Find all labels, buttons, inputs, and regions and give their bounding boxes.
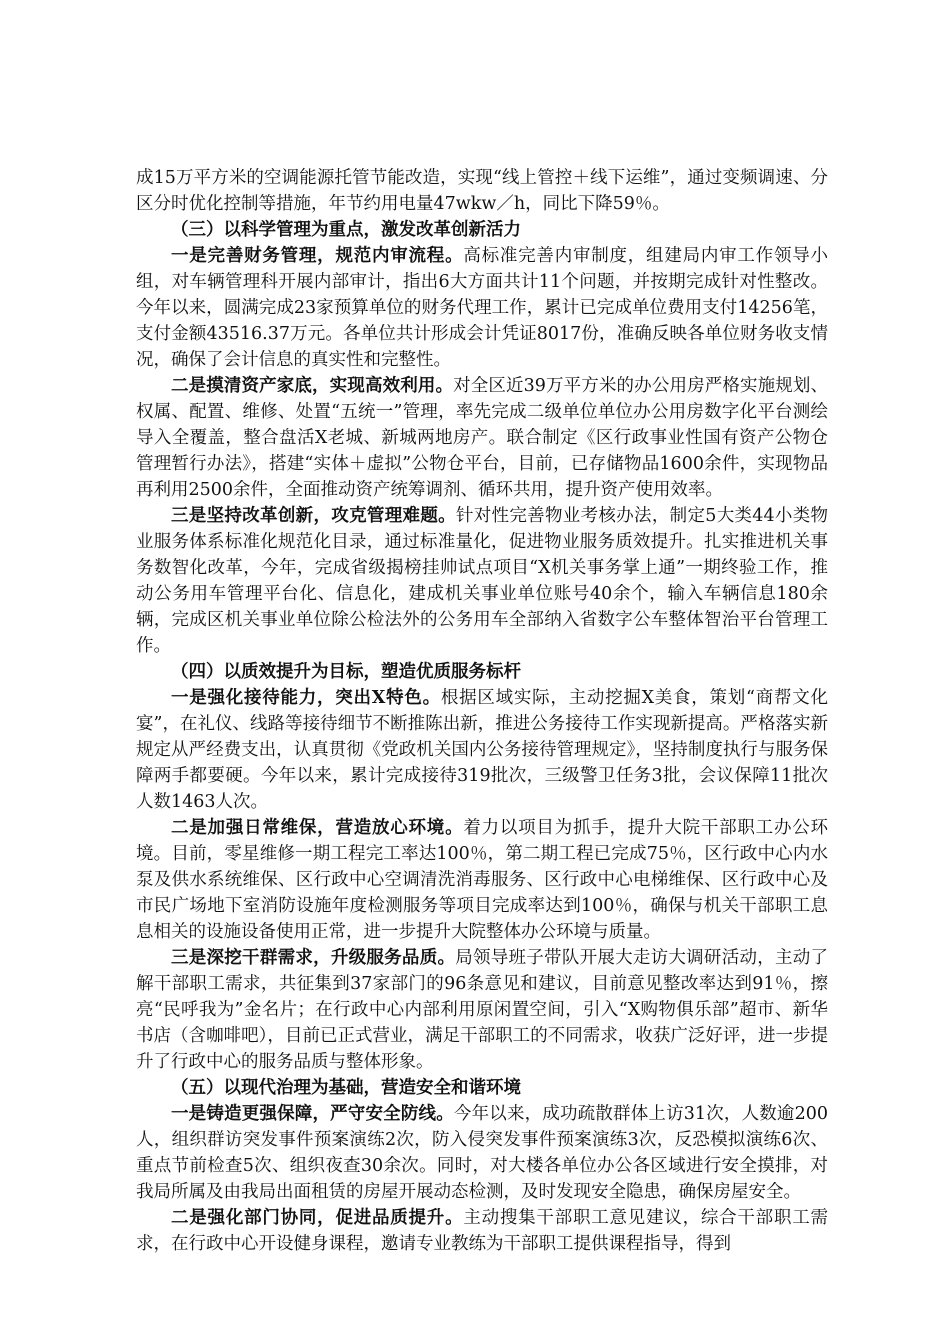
paragraph bbox=[136, 945, 828, 1075]
paragraph-lead: 一是强化接待能力，突出X特色。 bbox=[171, 688, 441, 708]
paragraph-text: 高标准完善内审制度，组建局内审工作领导小组，对车辆管理科开展内部审计，指出6大方面共计11个问题，并按期完成针对性整改。今年以来，圆满完成23家预算单位的财务代理工作，累计已完成单位费用支付14256笔，支付金额43516.37万元。各单位共计形成会计凭证8017份，准确反映各单位财务收支情况，确保了会计信息的真实性和完整性。 bbox=[136, 246, 828, 370]
section-heading-5: （五）以现代治理为基础，营造安全和谐环境 bbox=[171, 1078, 521, 1098]
paragraph-text: 针对性完善物业考核办法，制定5大类44小类物业服务体系标准化规范化目录，通过标准量化，促进物业服务质效提升。扎实推进机关事务数智化改革，今年，完成省级揭榜挂帅试点项目“X机关事务掌上通”一期终验工作，推动公务用车管理平台化、信息化，建成机关事业单位账号40余个，输入车辆信息180余辆，完成区机关事业单位除公检法外的公务用车全部纳入省数字公车整体智治平台管理工作。 bbox=[136, 506, 829, 656]
paragraph-text: 主动搜集干部职工意见建议，综合干部职工需求，在行政中心开设健身课程，邀请专业教练为干部职工提供课程指导，得到 bbox=[136, 1208, 828, 1254]
paragraph bbox=[136, 503, 828, 659]
paragraph bbox=[136, 1101, 828, 1205]
paragraph-text: 根据区域实际，主动挖掘X美食，策划“商帮文化宴”，在礼仪、线路等接待细节不断推陈出新，推进公务接待工作实现新提高。严格落实新规定从严经费支出，认真贯彻《党政机关国内公务接待管理规定》，坚持制度执行与服务保障两手都要硬。今年以来，累计完成接待319批次，三级警卫任务3批，会议保障11批次人数1463人次。 bbox=[136, 688, 829, 812]
paragraph-lead: 三是坚持改革创新，攻克管理难题。 bbox=[171, 506, 456, 526]
paragraph bbox=[136, 243, 828, 373]
paragraph bbox=[136, 1205, 828, 1257]
section-heading-3: （三）以科学管理为重点，激发改革创新活力 bbox=[171, 220, 521, 240]
paragraph-lead: 一是铸造更强保障，严守安全防线。 bbox=[171, 1104, 454, 1124]
paragraph-lead: 二是强化部门协同，促进品质提升。 bbox=[171, 1208, 464, 1228]
paragraph-lead: 二是摸清资产家底，实现高效利用。 bbox=[171, 376, 454, 396]
paragraph bbox=[136, 815, 828, 945]
paragraph-lead: 二是加强日常维保，营造放心环境。 bbox=[171, 818, 464, 838]
paragraph bbox=[136, 373, 828, 503]
paragraph-text: 对全区近39万平方米的办公用房严格实施规划、权属、配置、维修、处置“五统一”管理，率先完成二级单位单位办公用房数字化平台测绘导入全覆盖，整合盘活X老城、新城两地房产。联合制定《区行政事业性国有资产公物仓管理暂行办法》，搭建“实体＋虚拟”公物仓平台，目前，已存储物品1600余件，实现物品再利用2500余件，全面推动资产统筹调剂、循环共用，提升资产使用效率。 bbox=[136, 376, 828, 500]
opening-paragraph: 成15万平方米的空调能源托管节能改造，实现“线上管控＋线下运维”，通过变频调速、分区分时优化控制等措施，年节约用电量47wkw／h，同比下降59％。 bbox=[136, 168, 828, 214]
paragraph-text: 今年以来，成功疏散群体上访31次，人数逾200人，组织群访突发事件预案演练2次，防入侵突发事件预案演练3次，反恐模拟演练6次、重点节前检查5次、组织夜查30余次。同时，对大楼各单位办公各区域进行安全摸排，对我局所属及由我局出面租赁的房屋开展动态检测，及时发现安全隐患，确保房屋安全。 bbox=[136, 1104, 829, 1202]
paragraph-text: 着力以项目为抓手，提升大院干部职工办公环境。目前，零星维修一期工程完工率达100％，第二期工程已完成75％，区行政中心内水泵及供水系统维保、区行政中心空调清洗消毒服务、区行政中心电梯维保、区行政中心及市民广场地下室消防设施年度检测服务等项目完成率达到100％，确保与机关干部职工息息相关的设施设备使用正常，进一步提升大院整体办公环境与质量。 bbox=[136, 818, 828, 942]
paragraph-lead: 三是深挖干群需求，升级服务品质。 bbox=[171, 948, 456, 968]
section-heading-4: （四）以质效提升为目标，塑造优质服务标杆 bbox=[171, 662, 521, 682]
paragraph bbox=[136, 685, 828, 815]
paragraph-text: 局领导班子带队开展大走访大调研活动，主动了解干部职工需求，共征集到37家部门的96条意见和建议，目前意见整改率达到91％，擦亮“民呼我为”金名片；在行政中心内部利用原闲置空间，引入“X购物俱乐部”超市、新华书店（含咖啡吧），目前已正式营业，满足干部职工的不同需求，收获广泛好评，进一步提升了行政中心的服务品质与整体形象。 bbox=[136, 948, 829, 1072]
paragraph-lead: 一是完善财务管理，规范内审流程。 bbox=[171, 246, 464, 266]
document-body bbox=[136, 165, 828, 1257]
